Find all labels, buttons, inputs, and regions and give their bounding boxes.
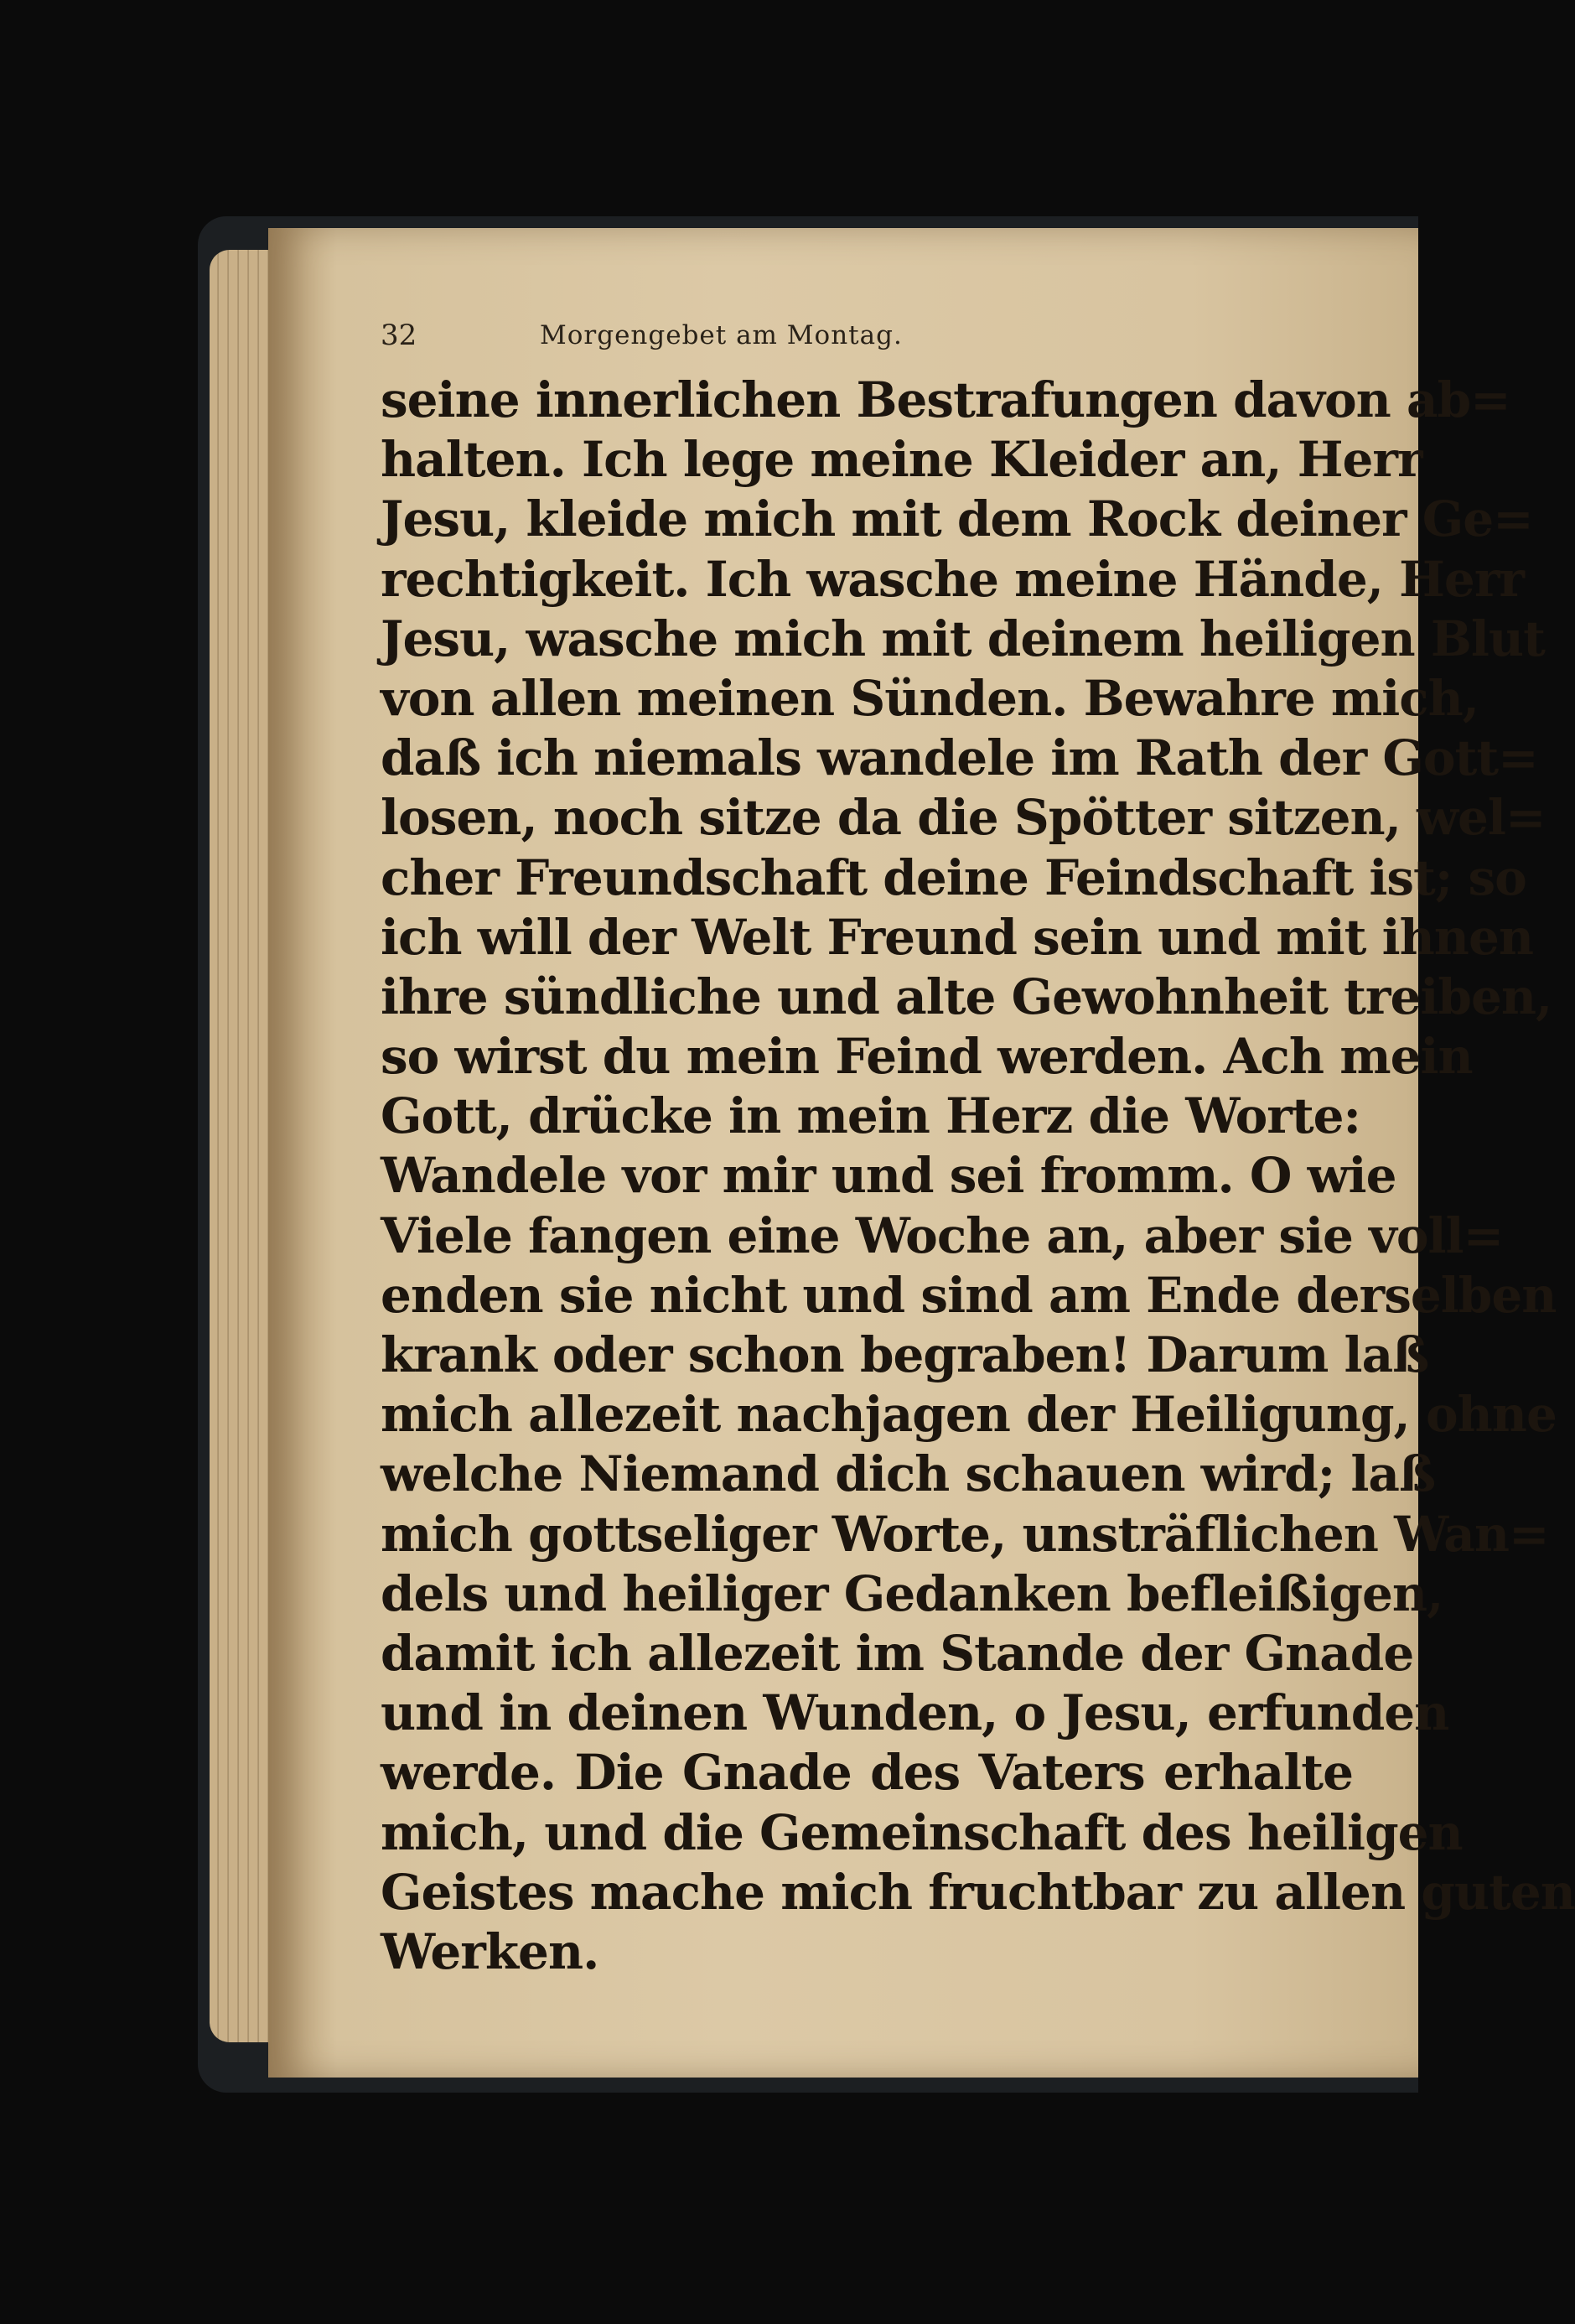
text-line: damit ich allezeit im Stande der Gnade (381, 1624, 1414, 1682)
text-line: mich allezeit nachjagen der Heiligung, ohne (381, 1386, 1557, 1444)
text-line: mich, und die Gemeinschaft des heiligen (381, 1803, 1463, 1861)
page-number: 32 (381, 319, 417, 352)
text-line: Jesu, kleide mich mit dem Rock deiner Ge= (381, 490, 1533, 548)
text-line: Jesu, wasche mich mit deinem heiligen Blut (381, 610, 1545, 667)
text-line: seine innerlichen Bestrafungen davon ab= (381, 371, 1510, 428)
text-line: daß ich niemals wandele im Rath der Gott= (381, 729, 1538, 787)
text-line: Viele fangen eine Woche an, aber sie voll= (381, 1206, 1504, 1264)
text-line: Gott, drücke in mein Herz die Worte: (381, 1087, 1360, 1145)
text-line: und in deinen Wunden, o Jesu, erfunden (381, 1684, 1449, 1742)
text-line: so wirst du mein Feind werden. Ach mein (381, 1028, 1473, 1086)
text-line: losen, noch sitze da die Spötter sitzen, wel= (381, 789, 1546, 847)
text-line: cher Freundschaft deine Feindschaft ist; so (381, 848, 1526, 906)
text-line: Geistes mache mich fruchtbar zu allen guten (381, 1863, 1575, 1921)
text-line: Werken. (381, 1922, 599, 1980)
text-line: Wandele vor mir und sei fromm. O wie (381, 1147, 1396, 1205)
text-line: rechtigkeit. Ich wasche meine Hände, Herr (381, 550, 1524, 608)
text-line: enden sie nicht und sind am Ende derselben (381, 1266, 1557, 1324)
text-line: von allen meinen Sünden. Bewahre mich, (381, 669, 1479, 727)
text-line: ich will der Welt Freund sein und mit ihnen (381, 908, 1534, 966)
page-header (381, 319, 1018, 359)
text-line: krank oder schon begraben! Darum laß (381, 1326, 1429, 1383)
text-line: werde. Die Gnade des Vaters erhalte (381, 1744, 1353, 1802)
text-line: halten. Ich lege meine Kleider an, Herr (381, 431, 1422, 489)
text-line: ihre sündliche und alte Gewohnheit treiben, (381, 967, 1552, 1025)
prayer-text (381, 371, 1575, 2039)
text-line: dels und heiliger Gedanken befleißigen, (381, 1564, 1443, 1622)
running-head: Morgengebet am Montag. (540, 320, 903, 350)
text-line: welche Niemand dich schauen wird; laß (381, 1445, 1436, 1503)
text-line: mich gottseliger Worte, unsträflichen Wan= (381, 1505, 1549, 1563)
